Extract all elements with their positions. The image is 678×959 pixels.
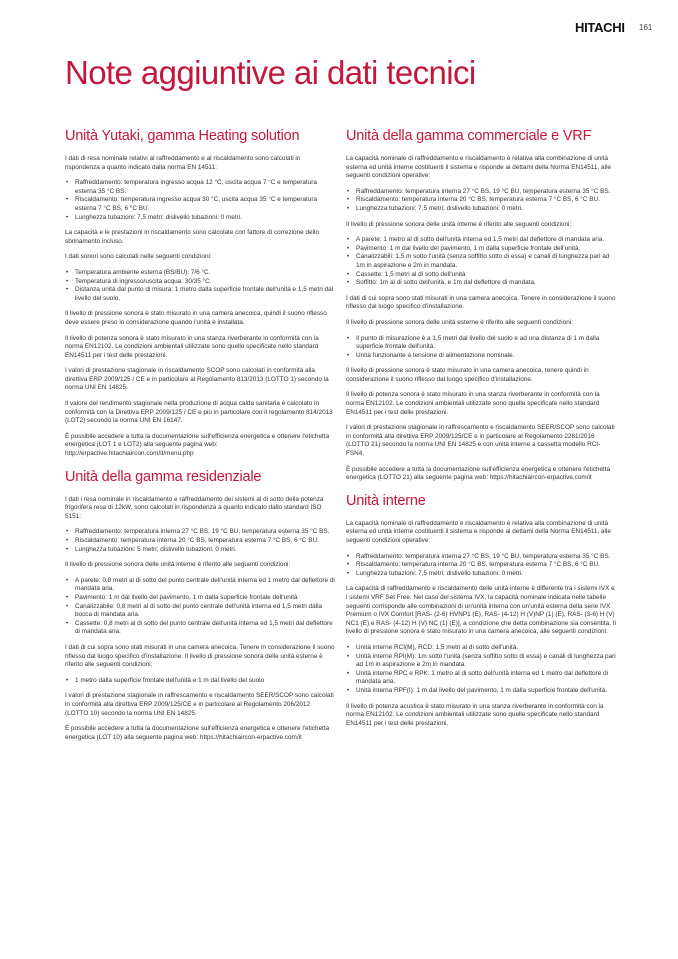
paragraph: Il livello di pressione sonora delle unità esterne è riferito alle seguenti condizioni: (346, 318, 573, 326)
paragraph: I dati di resa nominale relativi al raffreddamento e al riscaldamento sono calcolati in rispondenza a quanto indicato dalla norma EN 14511: (65, 155, 301, 171)
list-item: • Soffitto: 1m al di sotto dell'unità, e 1m dal deflettore di mandata. (356, 279, 616, 288)
bullet-list (346, 188, 616, 214)
paragraph: È possibile accedere a tutta la documentazione sull'efficienza energetica e ottenere l'etichetta energetica (LOTTO 21) alla seguente pagina web: https://hitachiaircon-erpactive.com/it (346, 465, 611, 482)
paragraph: I valori di prestazione stagionale in riscaldamento SCOP sono calcolati in conformità alla direttiva ERP 2009/125 / CE e in particolare al Regolamento 813/2013 (LOTTO 1) secondo la norma UNI EN 14825. (65, 367, 329, 392)
paragraph: Il livello di potenza sonora è stato misurato in una stanza riverberante in conformità con la norma EN12102. Le condizioni ambientali utilizzate sono quelle specificate nello standard EN14511 per i test delle prestazioni. (346, 391, 600, 416)
left-column (65, 128, 335, 749)
section-heading: Unità Yutaki, gamma Heating solution (65, 128, 300, 144)
list-item: • A parete: 1 metro al di sotto dell'unità interna ed 1,5 metri dal deflettore di mandata aria. (356, 236, 616, 245)
paragraph: Il livello di pressione sonora delle unità interne è riferito alle seguenti condizioni: (346, 220, 572, 228)
list-item: • Unità funzionante a tensione di alimentazione nominale. (356, 352, 616, 361)
section-interne (346, 493, 616, 728)
paragraph: Il livello di pressione sonora è stato misurato in una camera anecoica, tenere quindi in considerazione il suono riflesso dal luogo specifico d'installazione. (346, 367, 589, 383)
paragraph: I dati i resa nominale in riscaldamento e raffreddamento dei sistemi al di sotto della potenza frigorifera resa di 12kW, sono calcolati in rispondenza a quanto indicato dallo standard ISO 5151: (65, 495, 324, 520)
list-item: • Unità interne RPI(M): 1m sotto l'unità (senza soffitto sotto di essa) e canali di lunghezza pari ad 1m in aspirazione e 2m in mandata. (356, 653, 616, 670)
paragraph: È possibile accedere a tutta la documentazione sull'efficienza energetica e ottenere l'etichetta energetica (LOT 10) alla seguente pagina web: https://hitachiaircon-erpactive.com/it (65, 725, 330, 741)
list-item: • Raffreddamento: temperatura interna 27 °C BS, 19 °C BU, temperatura esterna 35 °C BS. (75, 528, 335, 537)
list-item: • 1 metro dalla superficie frontale dell'unità e 1 m dal livello del suolo (75, 677, 335, 686)
section-yutaki (65, 128, 335, 459)
list-item: • Distanza unità dal punto di misura: 1 metro dalla superficie frontale dell'unità e 1,5 metri dal livello del suolo. (75, 286, 335, 303)
bullet-list (65, 577, 335, 637)
bullet-list (65, 269, 335, 303)
bullet-list (346, 335, 616, 361)
list-item: • Canalizzabile: 0,8 metri al di sotto del punto centrale dell'unità interna ed 1,5 metri dalla bocca di mandata aria. (75, 603, 335, 620)
section-heading: Unità della gamma residenziale (65, 468, 262, 485)
list-item: • Raffreddamento: temperatura interna 27 °C BS, 19 °C BU, temperatura esterna 35 °C BS. (356, 188, 616, 197)
list-item: • Pavimento: 1 m dal livello del pavimento, 1 m dalla superficie frontale dell'unità (75, 594, 335, 603)
paragraph: I dati di cui sopra sono stati misurati in una camera anecoica. Tenere in considerazione il suono riflesso dal luogo specifico d'installazione. Il livello di pressione sonora delle unità esterne è riferito alle seguenti condizioni: (65, 643, 335, 669)
list-item: • Cassette: 0,8 metri al di sotto del punto centrale dell'unità interna ed 1,5 metri dal deflettore di mandata aria. (75, 620, 335, 637)
paragraph: Il livello di potenza sonora è stato misurato in una stanza riverberante in conformità con la norma EN12102. Le condizioni ambientali utilizzate sono quelle specificate nello standard EN14511 per i test delle prestazioni. (65, 334, 319, 359)
section-heading: Unità interne (346, 492, 426, 509)
list-item: • A parete: 0,8 metri al di sotto del punto centrale dell'unità interna ed 1 metro dal deflettore di mandata aria. (75, 577, 335, 594)
paragraph: La capacità di raffreddamento e riscaldamento delle unità interne è differente tra i sistemi IVX e i sistemi VRF Set Free. Nel caso del sistema IVX, la capacità nominale indicata nelle tabelle seguenti corrisponde alle combinazioni di un'unità interna con un'unità esterna della serie IVX Premium o IVX Comfort [RAS- (2-6) HVNP1 (E), RAS- (4-12) H (V)NP (1) (E), RAS- (3-6) H (V) NC1 (E) e RAS- (4-12) H (V) NC (1) (E)], a condizione che detta combinazione sia consentita. Il livello di pressione sonora è stato misurato in una camera anecoica, alle seguenti condizioni: (346, 585, 616, 636)
list-item: • Lunghezza tubazioni: 7,5 metri; dislivello tubazioni: 0 metri. (356, 205, 616, 214)
list-item: • Temperatura ambiente esterna (BS/BU): 7/6 °C. (75, 269, 335, 278)
paragraph: Il valore del rendimento stagionale nella produzione di acqua calda sanitaria è calcolato in conformità con la Direttiva ERP 2009/125 / CE e più in particolare con il regolamento 814/2013 (LOT2) secondo la norma UNI EN 16147. (65, 400, 333, 425)
paragraph: La capacità e le prestazioni in riscaldamento sono calcolate con fattore di correzione dello sbrinamento incluso. (65, 229, 319, 245)
paragraph: Il livello di potenza acustica è stato misurato in una stanza riverberante in conformità con la norma EN12102. Le condizioni ambientali utilizzate sono quelle specificate nello standard EN14511 per i test delle prestazioni. (346, 702, 604, 727)
list-item: • Unità interne RCI(M), RCD: 1,5 metri al di sotto dell'unità. (356, 644, 616, 653)
list-item: • Unità interna RPF(I): 1 m dal livello del pavimento, 1 m dalla superficie frontale dell'unità. (356, 687, 616, 696)
paragraph: I valori di prestazione stagionale in raffrescamento e riscaldamento SEER/SCOP sono calcolati in conformità alla direttiva ERP 2009/125/CE e in particolare al Regolamento 206/2012 (LOTTO 10) secondo la norma UNI EN 14825. (65, 692, 334, 717)
bullet-list (65, 179, 335, 222)
paragraph: I dati di cui sopra sono stati misurati in una camera anecoica. Tenere in considerazione il suono riflesso dal luogo specifico d'installazione. (346, 294, 616, 311)
bullet-list (65, 677, 335, 686)
page-title: Note aggiuntive ai dati tecnici (65, 54, 476, 91)
bullet-list (65, 528, 335, 554)
list-item: • Pavimento: 1 m dal livello del pavimento, 1 m dalla superficie frontale dell'unità. (356, 245, 616, 254)
paragraph: La capacità nominale di raffreddamento e riscaldamento è relativa alla combinazione di unità esterna ed unità interne costituenti il sistema e risponde ai dettami della Norma EN14511, alle seguenti condizioni operative: (346, 155, 611, 180)
paragraph: I dati sonori sono calcolati nelle seguenti condizioni: (65, 253, 212, 261)
paragraph: La capacità nominale di raffreddamento e riscaldamento è relativa alla combinazione di unità esterna ed unità interne costituenti il sistema e risponde ai dettami della Norma EN14511, alle seguenti condizioni operative: (346, 519, 611, 544)
list-item: • Lunghezza tubazioni: 7,5 metri; dislivello tubazioni: 0 metri. (75, 214, 335, 223)
paragraph: Il livello di pressione sonora delle unità interne è riferito alle seguenti condizioni: (65, 561, 291, 569)
section-residenziale (65, 469, 335, 743)
list-item: • Canalizzabili: 1,5 m sotto l'unità (senza soffitto sotto di essa) e canali di lunghezza pari ad 1m in aspirazione e 2m in mandata. (356, 253, 616, 270)
list-item: • Raffreddamento: temperatura ingresso acqua 12 °C, uscita acqua 7 °C e temperatura esterna 35 °C BS. (75, 179, 335, 196)
right-column (346, 128, 616, 735)
list-item: • Riscaldamento: temperatura interna 20 °C BS, temperatura esterna 7 °C BS, 6 °C BU. (356, 561, 616, 570)
bullet-list (346, 553, 616, 579)
brand-logo: HITACHI (575, 20, 625, 35)
list-item: • Riscaldamento: temperatura interna 20 °C BS, temperatura esterna 7 °C BS, 6 °C BU. (356, 196, 616, 205)
list-item: • Lunghezza tubazioni: 7,5 metri; dislivello tubazioni: 0 metri. (356, 570, 616, 579)
page-number: 161 (639, 23, 653, 32)
bullet-list (346, 236, 616, 288)
list-item: • Cassette: 1,5 metri al di sotto dell'unità (356, 271, 616, 280)
list-item: • Unità interne RPC e RPK: 1 metro al di sotto dell'unità interna ed 1 metro dal deflettore di mandata aria. (356, 670, 616, 687)
bullet-list (346, 644, 616, 696)
list-item: • Riscaldamento: temperatura ingresso acqua 30 °C, uscita acqua 35 °C e temperatura esterna 7 °C BS, 6 °C BU. (75, 196, 335, 213)
section-commerciale (346, 128, 616, 483)
list-item: • Lunghezza tubazioni: 5 metri; dislivello tubazioni: 0 metri. (75, 546, 335, 555)
paragraph: Il livello di pressione sonora è stato misurato in una camera anecoica, quindi il suono riflesso deve essere preso in considerazione quando l'unità è installata. (65, 310, 327, 326)
list-item: • Temperatura di ingresso/uscita acqua: 30/35 °C. (75, 278, 335, 287)
list-item: • Riscaldamento: temperatura interna 20 °C BS, temperatura esterna 7 °C BS, 6 °C BU. (75, 537, 335, 546)
paragraph: È possibile accedere a tutta la documentazione sull'efficienza energetica e ottenere l'etichetta energetica (LOT 1 e LOT2) alla seguente pagina web: http://erpactive.hitachiaircon.com/it/menu.php (65, 432, 330, 458)
list-item: • Raffreddamento: temperatura interna 27 °C BS, 19 °C BU, temperatura esterna 35 °C BS. (356, 553, 616, 562)
section-heading: Unità della gamma commerciale e VRF (346, 128, 592, 144)
list-item: • Il punto di misurazione è a 1,5 metri dal livello del suolo e ad una distanza di 1 m dalla superficie frontale dell'unità. (356, 335, 616, 352)
paragraph: I valori di prestazione stagionale in raffrescamento e riscaldamento SEER/SCOP sono calcolati in conformità alla direttiva ERP 2009/125/CE e in particolare al Regolamento 2281/2016 (LOTTO 21) secondo la norma UNI EN 14825 e con unità interne a cassetta modello RCI-FSN4. (346, 424, 615, 458)
